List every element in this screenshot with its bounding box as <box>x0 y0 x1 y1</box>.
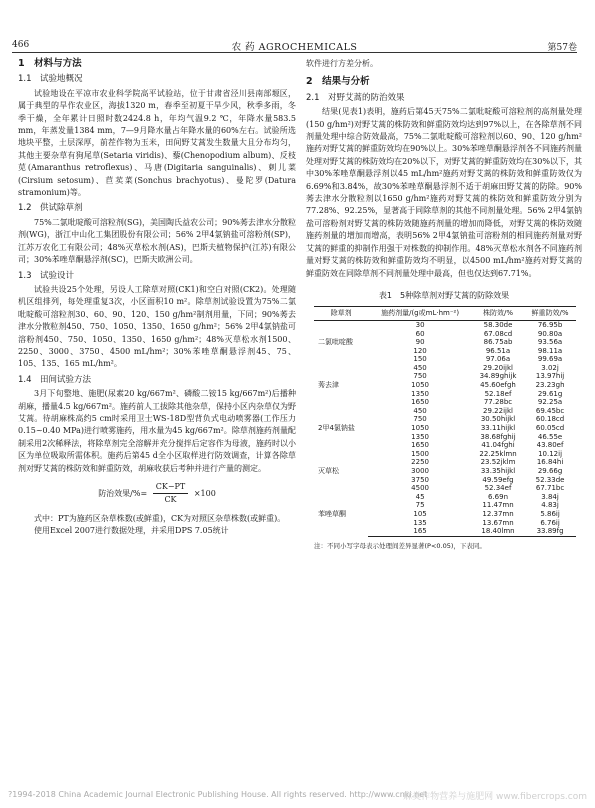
plant-efficacy-cell: 45.60efgh <box>480 381 516 390</box>
plant-efficacy-cell: 6.69n <box>487 492 509 501</box>
plant-efficacy-cell: 67.08cd <box>483 329 513 338</box>
dose-cell: 150 <box>413 355 427 364</box>
fresh-weight-efficacy-cell: 3.02j <box>541 363 559 372</box>
dose-cell: 1350 <box>411 389 429 398</box>
fresh-weight-efficacy-cell: 93.56a <box>537 338 563 347</box>
dose-cell: 60 <box>415 329 425 338</box>
table-header-row <box>314 307 576 321</box>
plant-efficacy-cell: 49.59efg <box>482 475 514 484</box>
fresh-weight-efficacy-cell: 60.05cd <box>535 424 565 433</box>
dose-cell: 750 <box>413 372 427 381</box>
fresh-weight-efficacy-cell: 6.76ij <box>540 518 560 527</box>
plant-efficacy-cell: 29.20ijkl <box>483 363 513 372</box>
paragraph-stats: 使用Excel 2007进行数据处理，并采用DPS 7.05统计 <box>34 526 229 536</box>
herbicide-name-cell: 灭草松 <box>318 467 339 475</box>
dose-cell: 105 <box>413 509 427 518</box>
herbicide-name-cell: 2甲4氯钠盐 <box>318 424 355 433</box>
dose-cell: 1050 <box>411 424 429 433</box>
page-footer <box>8 790 587 802</box>
paragraph-site: 试验地设在平凉市农业科学院高平试验站，位于甘肃省泾川县南部塬区，属于典型的旱作农业区，海拔1320 m，春季至初夏干旱少风，秋季多雨，冬季干燥，全年累计日照时数2424.8 h，年均气温9.2 ℃，年降水量583.5 mm，年蒸发量1384 mm，7—9月降水量占年降水量的60%左右。试验所选地块平整，土层深厚，前茬作物为玉米，田间野艾蒿发生数量大且分布均匀，其他主要杂草有狗尾草(Setaria viridis)、藜(Chenopodium album)、反枝苋(Amaranthus retroflexus)、马唐(Digitaria sanguinalis)、刺儿菜(Cirsium setosum)、苣荬菜(Sonchus brachyotus)、曼陀罗(Datura stramonium)等。 <box>18 88 296 198</box>
plant-efficacy-cell: 41.04fghi <box>481 441 515 450</box>
subsection-heading: 1.2 供试除草剂 <box>18 203 83 214</box>
journal-name: 农 药 AGROCHEMICALS <box>231 42 358 53</box>
plant-efficacy-cell: 52.18ef <box>484 389 512 398</box>
plant-efficacy-cell: 23.52jklm <box>480 458 516 467</box>
fresh-weight-efficacy-cell: 76.95b <box>537 320 563 329</box>
dose-cell: 2250 <box>411 458 429 467</box>
watermark: 麻类作物营养与施肥网 www.fibercrops.com <box>403 792 587 802</box>
plant-efficacy-cell: 18.40lmn <box>472 527 524 536</box>
plant-efficacy-cell: 97.06a <box>485 355 511 364</box>
table-row <box>314 407 576 416</box>
dose-cell: 450 <box>413 363 427 372</box>
fresh-weight-efficacy-cell: 16.84hi <box>536 458 564 467</box>
fresh-weight-efficacy-cell: 98.11a <box>537 346 563 355</box>
fresh-weight-efficacy-cell: 13.97hij <box>535 372 565 381</box>
fresh-weight-efficacy-cell: 4.83j <box>541 501 559 510</box>
paragraph-herbicides: 75%二氯吡啶酸可溶粒剂(SG)，美国陶氏益农公司；90%莠去津水分散粒剂(WG)，浙江中山化工集团股份有限公司；56% 2甲4氯钠盐可溶粉剂(SP)，江苏万农化工有限公司；48%灭草松水剂(AS)，巴斯夫植物保护(江苏)有限公司；30%苯唑草酮悬浮剂(SC)，巴斯夫欧洲公司。 <box>18 217 296 265</box>
fresh-weight-efficacy-cell: 29.61g <box>537 389 563 398</box>
table-caption: 表1 5种除草剂对野艾蒿的防除效果 <box>378 290 510 300</box>
plant-efficacy-cell: 34.89ghijk <box>479 372 517 381</box>
copyright-line: ?1994-2018 China Academic Journal Electronic Publishing House. All rights reserved. http://www.cnki.net <box>8 790 428 799</box>
fresh-weight-efficacy-cell: 33.89fg <box>524 527 576 536</box>
dose-cell: 120 <box>413 346 427 355</box>
subsection-heading: 1.4 田间试验方法 <box>18 374 92 385</box>
paragraph-method: 3月下旬整地、施肥(尿素20 kg/667m²、磷酸二铵15 kg/667m²)后播种胡麻，播量4.5 kg/667m²。施药前人工拔除其他杂草，保持小区内杂草仅为野艾蒿。待胡麻株高约5 cm时采用卫士WS-18D型背负式电动喷雾器(工作压力0.15~0.40 MPa)进行喷雾施药，用水量为45 kg/667m²。除草剂施药剂量配制采用2次稀释法，将除草剂完全溶解并充分搅拌后定容作为母液，施药时以小区为单位吸取所需体积。施药后第45 d全小区取样进行防效调查，计算各除草剂对野艾蒿的株防效和鲜重防效，胡麻收获后考种并进行产量的测定。 <box>18 389 296 473</box>
plant-efficacy-cell: 86.75ab <box>483 338 513 347</box>
volume-label: 第57卷 <box>547 43 577 53</box>
section-heading: 1 材料与方法 <box>18 58 82 69</box>
subsection-heading: 1.3 试验设计 <box>18 270 75 281</box>
dose-cell: 3750 <box>411 475 429 484</box>
plant-efficacy-cell: 30.50hijkl <box>480 415 516 424</box>
plant-efficacy-cell: 11.47mn <box>482 501 514 510</box>
fresh-weight-efficacy-cell: 60.18cd <box>535 415 565 424</box>
dose-cell: 1500 <box>411 449 429 458</box>
dose-cell: 135 <box>413 518 427 527</box>
fresh-weight-efficacy-cell: 10.12ij <box>538 449 563 458</box>
left-column <box>18 58 296 538</box>
dose-cell: 1650 <box>411 398 429 407</box>
subsection-heading: 1.1 试验地概况 <box>18 74 83 85</box>
paragraph-design: 试验共设25个处理，另设人工除草对照(CK1)和空白对照(CK2)。处理随机区组排列，每处理重复3次，小区面积10 m²。除草剂试验设置为75%二氯吡啶酸可溶粒剂30、60、90、120、150 g/hm²制剂用量，下同；90%莠去津水分散粒剂450、750、1050、1350、1650 g/hm²；56% 2甲4氯钠盐可溶粉剂450、750、1050、1350、1650 g/hm²；48%灭草松水剂1500、2250、3000、3750、4500 mL/hm²；30%苯唑草酮悬浮剂45、75、105、135、165 mL/hm²。 <box>18 284 296 369</box>
plant-efficacy-cell: 29.22ijkl <box>483 406 513 415</box>
paragraph-results: 结果(见表1)表明，施药后第45天75%二氯吡啶酸可溶粒剂的高剂量处理(150 g/hm²)对野艾蒿的株防效和鲜重防效均达到97%以上，在各除草剂不同剂量处理中综合防效最高，75%二氯吡啶酸可溶粒剂以60、90、120 g/hm²施药对野艾蒿的鲜重防效均在90%以上。30%苯唑草酮悬浮剂各不同施药剂量处理对野艾蒿的株防效均在20%以下，对野艾蒿的鲜重防效均在30%以下，其中30%苯唑草酮悬浮剂以45 mL/hm²施药对野艾蒿的株防效和鲜重防效仅为6.69%和3.84%，故30%苯唑草酮悬浮剂不适于胡麻田野艾蒿的防除。90%莠去津水分散粒剂以1650 g/hm²施药对野艾蒿的株防效和鲜重防效分别为77.28%、92.25%，显著高于同除草剂的其他不同剂量处理。56% 2甲4氯钠盐可溶粉剂对野艾蒿的株防效随施药剂量的增加而降低，对野艾蒿的株防效随施药剂量的增加而增高，表明56% 2甲4氯钠盐可溶粉剂的相同施药剂量对野艾蒿的鲜重的抑制作用强于对株数的抑制作用。48%灭草松水剂各不同施药剂量对野艾蒿的株防效和鲜重防效均不明显，以4500 mL/hm²施药对野艾蒿的鲜重防效在同除草剂不同剂量处理中最高，但也仅达到67.71%。 <box>306 107 582 278</box>
dose-cell: 1050 <box>411 381 429 390</box>
fresh-weight-efficacy-cell: 46.55e <box>537 432 563 441</box>
fresh-weight-efficacy-cell: 90.80a <box>537 329 563 338</box>
column-header: 除草剂 <box>314 307 368 321</box>
table-row <box>314 320 576 329</box>
dose-cell: 3000 <box>411 467 429 475</box>
dose-cell: 1350 <box>411 432 429 441</box>
herbicide-name-cell: 苯唑草酮 <box>318 510 346 519</box>
table-row <box>314 364 576 373</box>
plant-efficacy-cell: 96.51a <box>485 346 511 355</box>
table-note: 注：不同小写字母表示处理间差异显著(P<0.05)，下表同。 <box>314 541 486 550</box>
fresh-weight-efficacy-cell: 5.86ij <box>540 509 560 518</box>
section-heading: 2 结果与分析 <box>306 76 370 88</box>
fresh-weight-efficacy-cell: 23.23gh <box>535 381 565 390</box>
subsection-heading: 2.1 对野艾蒿的防治效果 <box>306 92 405 103</box>
dose-cell: 450 <box>413 406 427 415</box>
plant-efficacy-cell: 77.28bc <box>483 398 513 407</box>
plant-efficacy-cell: 58.30de <box>483 320 513 329</box>
dose-cell: 30 <box>415 320 425 329</box>
right-column <box>306 58 582 552</box>
running-header <box>12 38 577 53</box>
fresh-weight-efficacy-cell: 52.33de <box>535 475 565 484</box>
fresh-weight-efficacy-cell: 29.66g <box>537 467 563 475</box>
fresh-weight-efficacy-cell: 3.84j <box>541 492 559 501</box>
plant-efficacy-cell: 13.67mn <box>482 518 514 527</box>
column-header: 株防效/% <box>472 307 524 321</box>
column-header: 鲜重防效/% <box>524 307 576 321</box>
dose-cell: 75 <box>415 501 425 510</box>
table-row <box>314 450 576 459</box>
dose-cell: 165 <box>368 527 472 536</box>
fresh-weight-efficacy-cell: 69.45bc <box>535 406 565 415</box>
plant-efficacy-cell: 33.35hijkl <box>480 467 516 475</box>
herbicide-name-cell: 二氯吡啶酸 <box>318 338 353 347</box>
fresh-weight-efficacy-cell: 67.71bc <box>535 484 565 493</box>
efficacy-formula: 防治效果/%= $\frac{CK-PT}{CK}$ ×100 <box>98 482 216 505</box>
plant-efficacy-cell: 52.34ef <box>484 484 512 493</box>
table-row <box>314 493 576 502</box>
herbicide-name-cell: 莠去津 <box>318 381 339 390</box>
fresh-weight-efficacy-cell: 43.80ef <box>536 441 564 450</box>
plant-efficacy-cell: 33.11hijkl <box>480 424 516 433</box>
paragraph-continued: 软件进行方差分析。 <box>306 59 378 68</box>
fresh-weight-efficacy-cell: 92.25a <box>537 398 563 407</box>
page-number: 466 <box>12 40 30 50</box>
dose-cell: 1650 <box>411 441 429 450</box>
dose-cell: 90 <box>415 338 425 347</box>
dose-cell: 45 <box>415 492 425 501</box>
column-header: 施药剂量/(g或mL·hm⁻²) <box>368 307 472 321</box>
plant-efficacy-cell: 38.68fghij <box>480 432 516 441</box>
fresh-weight-efficacy-cell: 99.69a <box>537 355 563 364</box>
dose-cell: 4500 <box>411 484 429 493</box>
dose-cell: 750 <box>413 415 427 424</box>
plant-efficacy-cell: 22.25klmn <box>479 449 517 458</box>
plant-efficacy-cell: 12.37mn <box>482 509 514 518</box>
efficacy-table <box>314 306 576 536</box>
paragraph-formula-note: 式中：PT为施药区杂草株数(或鲜重)，CK为对照区杂草株数(或鲜重)。 <box>34 513 286 523</box>
